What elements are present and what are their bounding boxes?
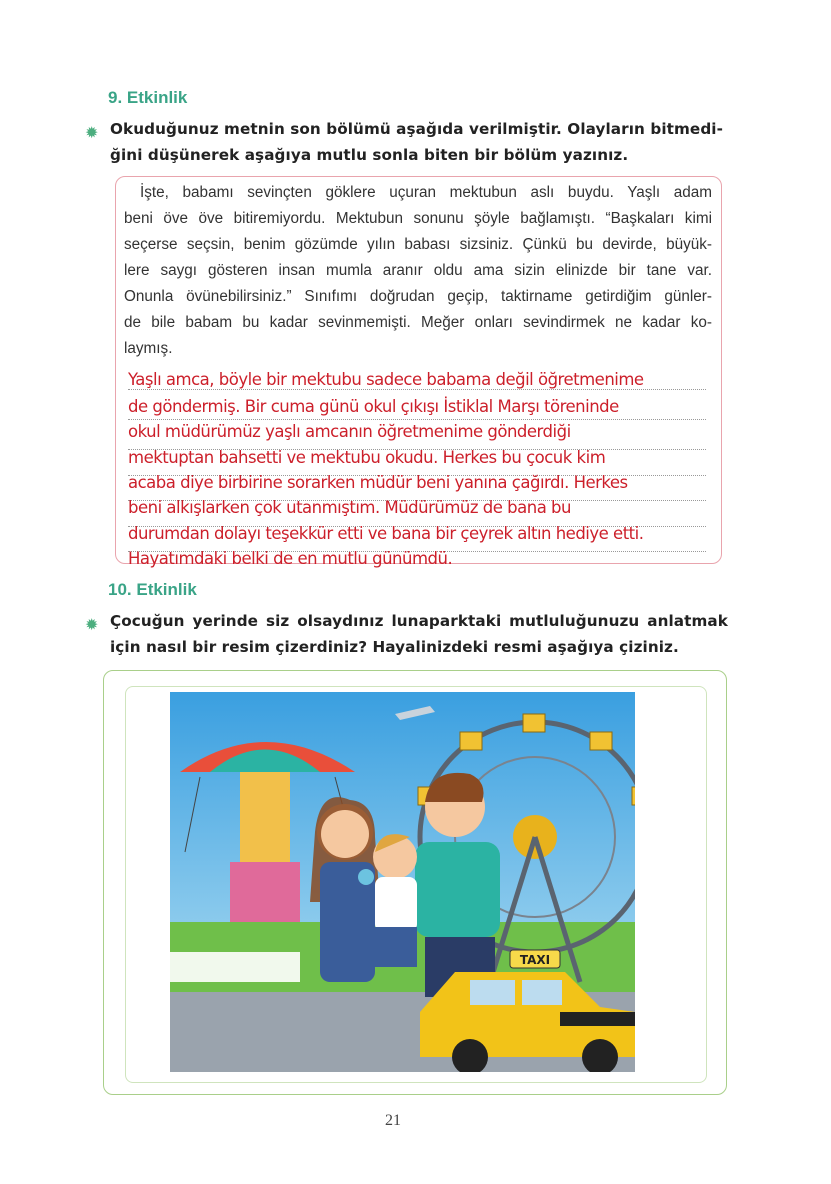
- taxi-sign: TAXI: [519, 953, 551, 967]
- answer-line: de göndermiş. Bir cuma günü okul çıkışı İstiklal Marşı töreninde: [128, 397, 619, 416]
- passage-line: Onunla övünebilirsiniz.” Sınıfımı doğrudan geçip, taktirname getirdiğim günler-: [124, 288, 712, 305]
- activity-10-instruction: [110, 608, 728, 660]
- answer-line: mektuptan bahsetti ve mektubu okudu. Herkes bu çocuk kim: [128, 448, 606, 467]
- page-number: 21: [385, 1112, 401, 1129]
- fence: [170, 952, 300, 982]
- activity-9-instruction: [110, 116, 728, 168]
- activity-9-title: 9. Etkinlik: [108, 88, 188, 107]
- answer-line: okul müdürümüz yaşlı amcanın öğretmenime gönderdiği: [128, 422, 571, 441]
- answer-line: beni alkışlarken çok utanmıştım. Müdürümüz de bana bu: [128, 498, 571, 517]
- instruction-line: için nasıl bir resim çizerdiniz? Hayalinizdeki resmi aşağıya çiziniz.: [110, 638, 679, 656]
- bullet-star-icon: ✹: [85, 615, 99, 634]
- passage-line: İşte, babamı sevinçten göklere uçuran mektubun aslı buydu. Yaşlı adam: [140, 184, 712, 201]
- instruction-line: Okuduğunuz metnin son bölümü aşağıda verilmiştir. Olayların bitmedi-: [110, 120, 723, 138]
- activity-10-title: 10. Etkinlik: [108, 580, 197, 599]
- bullet-star-icon: ✹: [85, 123, 99, 142]
- passage-line: lere saygı gösteren insan mumla aranır oldu ama sizin elinizde bir tane var.: [124, 262, 712, 279]
- answer-line: Hayatımdaki belki de en mutlu günümdü.: [128, 549, 453, 568]
- amusement-park-illustration: [170, 692, 635, 1072]
- answer-line: Yaşlı amca, böyle bir mektubu sadece babama değil öğretmenime: [128, 370, 644, 389]
- writing-line: [128, 419, 706, 420]
- passage-line: beni öve öve bitiremiyordu. Mektubun sonunu şöyle bağlamıştı. “Başkaları kimi: [124, 210, 712, 227]
- instruction-line: ğini düşünerek aşağıya mutlu sonla biten bir bölüm yazınız.: [110, 146, 629, 164]
- writing-line: [128, 389, 706, 390]
- instruction-line: Çocuğun yerinde siz olsaydınız lunaparktaki mutluluğunuzu anlatmak: [110, 612, 728, 630]
- answer-line: durumdan dolayı teşekkür etti ve bana bir çeyrek altın hediye etti.: [128, 524, 644, 543]
- passage-line: seçerse seçsin, benim gözümde yılın babası sizsiniz. Çünkü bu devirde, büyük-: [124, 236, 712, 253]
- passage-line: de bile babam bu kadar sevinmemişti. Meğer onları sevindirmek ne kadar ko-: [124, 314, 712, 331]
- passage-line: laymış.: [124, 340, 173, 357]
- answer-line: acaba diye birbirine sorarken müdür beni yanına çağırdı. Herkes: [128, 473, 628, 492]
